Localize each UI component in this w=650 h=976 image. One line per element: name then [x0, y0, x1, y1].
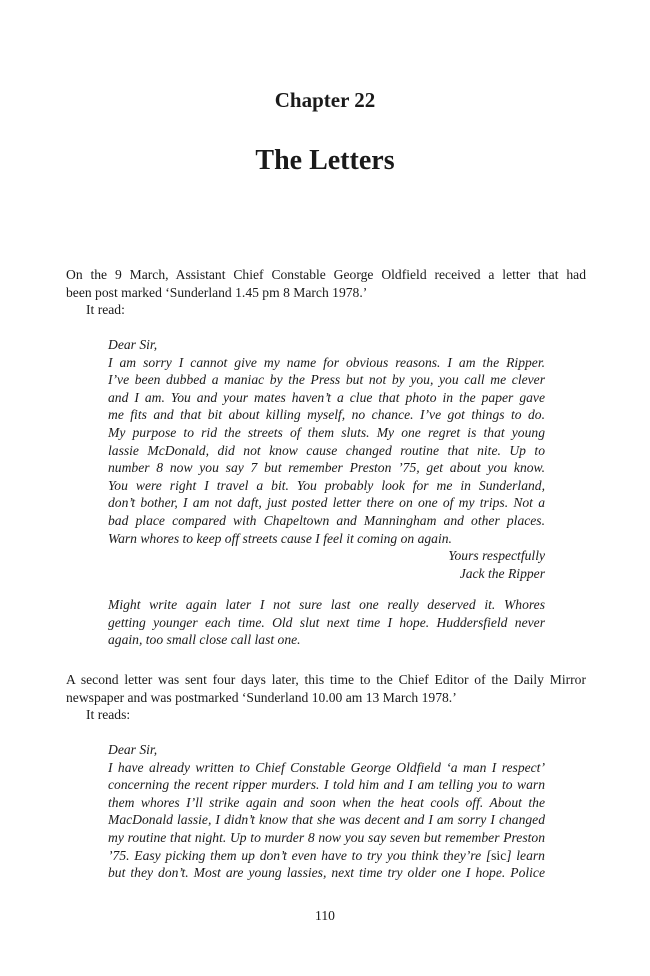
- letter-salutation: Dear Sir,: [108, 337, 158, 352]
- paragraph-line: A second letter was sent four days later, this time to the Chief Editor of the Daily Mirror: [66, 672, 586, 687]
- chapter-number: Chapter 22: [274, 88, 376, 112]
- second-letter: [108, 741, 545, 882]
- letter-salutation: Dear Sir,: [108, 742, 158, 757]
- paragraph-line: On the 9 March, Assistant Chief Constable George Oldfield received a letter that had: [66, 267, 586, 282]
- it-read-line: It read:: [86, 302, 125, 317]
- first-letter: [108, 336, 545, 582]
- paragraph-line: been post marked ‘Sunderland 1.45 pm 8 March 1978.’: [66, 284, 368, 300]
- letter-line: number 8 now you say 7 but remember Preston ’75, get about you know.: [108, 460, 545, 476]
- letter-line: me fits and that bit about killing myself, no chance. I’ve got things to do.: [108, 407, 545, 423]
- letter-line: don’t bother, I am not daft, just posted letter there on one of my trips. Not a: [108, 495, 545, 511]
- letter-line: Warn whores to keep off streets cause I feel it coming on again.: [108, 530, 452, 546]
- letter-line: them whores I’ll strike again and soon when the heat cools off. About the: [108, 794, 545, 810]
- letter-text: ’75. Easy picking them up don’t even have to try you think they’re [: [108, 847, 492, 863]
- sic-marker: sic: [491, 847, 507, 863]
- letter-line: My purpose to rid the streets of them sluts. My one regret is that young: [108, 424, 545, 440]
- letter-line: but they don’t. Most are young lassies, next time try older one I hope. Police: [108, 865, 545, 881]
- letter-line: You were right I travel a bit. You probably look for me in Sunderland,: [108, 477, 545, 493]
- intro-paragraph: [66, 266, 586, 319]
- it-reads-line: It reads:: [86, 707, 131, 722]
- letter-line: my routine that night. Up to murder 8 now you say seven but remember Preston: [108, 829, 545, 845]
- second-paragraph: [66, 671, 586, 724]
- postscript-line: getting younger each time. Old slut next time I hope. Huddersfield never: [108, 614, 545, 630]
- letter-line: MacDonald lassie, I didn’t know that she was decent and I am sorry I changed: [108, 812, 545, 828]
- first-letter-postscript: [108, 596, 545, 649]
- letter-closing: Yours respectfully: [448, 548, 545, 564]
- letter-line-sic: [108, 847, 545, 865]
- letter-line: I have already written to Chief Constable George Oldfield ‘a man I respect’: [108, 759, 545, 775]
- chapter-title: The Letters: [255, 145, 395, 176]
- letter-text: ] learn: [506, 847, 545, 863]
- paragraph-line: newspaper and was postmarked ‘Sunderland 10.00 am 13 March 1978.’: [66, 689, 457, 705]
- letter-line: bad place compared with Chapeltown and Manningham and other places.: [108, 512, 545, 528]
- letter-line: concerning the recent ripper murders. I told him and I am telling you to warn: [108, 777, 545, 793]
- postscript-line: Might write again later I not sure last one really deserved it. Whores: [108, 597, 545, 612]
- letter-line: and I am. You and your mates haven’t a clue that photo in the paper gave: [108, 389, 545, 405]
- postscript-line: again, too small close call last one.: [108, 632, 301, 648]
- letter-line: I am sorry I cannot give my name for obvious reasons. I am the Ripper.: [108, 354, 545, 370]
- letter-line: I’ve been dubbed a maniac by the Press but not by you, you call me clever: [108, 372, 545, 388]
- page-number: 110: [315, 908, 335, 923]
- letter-signature: Jack the Ripper: [459, 565, 545, 581]
- letter-line: lassie McDonald, did not know cause changed routine that nite. Up to: [108, 442, 545, 458]
